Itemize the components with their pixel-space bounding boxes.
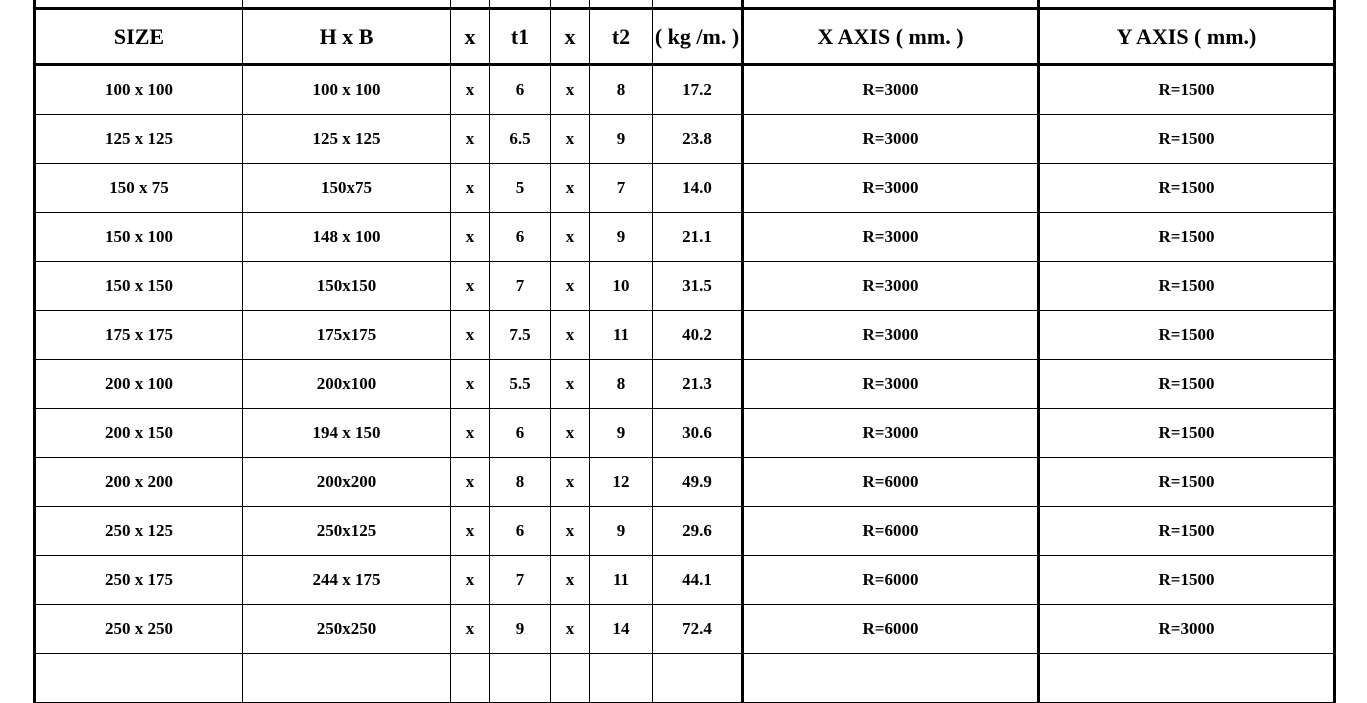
cell-x-axis: R=6000 [743,556,1039,605]
empty-cell [243,654,451,703]
cell-y-axis: R=1500 [1039,311,1335,360]
cell-t2: 12 [590,458,653,507]
table-row [35,115,1335,164]
empty-cell [35,654,243,703]
cell-size: 150 x 100 [35,213,243,262]
cell-h-x-b: 194 x 150 [243,409,451,458]
cell-t2: 7 [590,164,653,213]
cell-size: 200 x 100 [35,360,243,409]
cell-x-separator: x [551,605,590,654]
cell-size: 175 x 175 [35,311,243,360]
cell-size: 250 x 125 [35,507,243,556]
beam-spec-table [33,0,1336,703]
empty-cell [653,654,743,703]
cell-size: 200 x 200 [35,458,243,507]
cell-size: 125 x 125 [35,115,243,164]
cell-x-separator: x [451,507,490,556]
cell-t2: 9 [590,507,653,556]
cell-x-separator: x [451,605,490,654]
cell-t1: 6 [490,65,551,115]
cell-t1: 9 [490,605,551,654]
cell-weight: 21.3 [653,360,743,409]
header-size: SIZE [35,9,243,65]
cell-h-x-b: 150x150 [243,262,451,311]
cell-t1: 6.5 [490,115,551,164]
top-cell [590,0,653,9]
cell-size: 200 x 150 [35,409,243,458]
header-row [35,9,1335,65]
cell-h-x-b: 175x175 [243,311,451,360]
cell-t2: 14 [590,605,653,654]
cell-x-axis: R=3000 [743,360,1039,409]
top-cell [490,0,551,9]
table-row [35,605,1335,654]
cell-h-x-b: 200x200 [243,458,451,507]
cell-t1: 5 [490,164,551,213]
cell-y-axis: R=1500 [1039,556,1335,605]
cell-x-separator: x [551,213,590,262]
empty-cell [1039,654,1335,703]
cell-weight: 72.4 [653,605,743,654]
top-cell [743,0,1039,9]
cell-t1: 6 [490,409,551,458]
cell-x-separator: x [551,115,590,164]
cell-t1: 5.5 [490,360,551,409]
cell-t1: 7.5 [490,311,551,360]
cell-t1: 7 [490,262,551,311]
cell-t1: 6 [490,507,551,556]
cell-x-separator: x [451,164,490,213]
top-cell [243,0,451,9]
header-weight: ( kg /m. ) [653,9,743,65]
cell-h-x-b: 148 x 100 [243,213,451,262]
cell-x-separator: x [451,115,490,164]
cell-y-axis: R=1500 [1039,115,1335,164]
header-t1: t1 [490,9,551,65]
cell-weight: 40.2 [653,311,743,360]
cell-h-x-b: 150x75 [243,164,451,213]
cell-x-separator: x [551,65,590,115]
cell-x-separator: x [451,458,490,507]
cell-x-separator: x [451,262,490,311]
table-row [35,409,1335,458]
cell-t2: 9 [590,409,653,458]
cell-t2: 11 [590,556,653,605]
header-y-axis: Y AXIS ( mm.) [1039,9,1335,65]
cell-x-axis: R=3000 [743,213,1039,262]
header-x-separator: x [451,9,490,65]
cell-x-separator: x [451,311,490,360]
empty-cell [551,654,590,703]
cell-x-separator: x [451,360,490,409]
cell-x-axis: R=6000 [743,605,1039,654]
cell-weight: 49.9 [653,458,743,507]
cell-t2: 8 [590,65,653,115]
top-cell [1039,0,1335,9]
cell-t2: 9 [590,213,653,262]
header-x-separator: x [551,9,590,65]
cell-t1: 8 [490,458,551,507]
top-cell [35,0,243,9]
cell-x-separator: x [551,458,590,507]
table-row [35,507,1335,556]
cell-x-separator: x [551,556,590,605]
cell-h-x-b: 100 x 100 [243,65,451,115]
cell-h-x-b: 200x100 [243,360,451,409]
cell-h-x-b: 250x250 [243,605,451,654]
spec-sheet [33,0,1333,703]
cell-x-separator: x [451,213,490,262]
cell-size: 250 x 175 [35,556,243,605]
cell-x-axis: R=6000 [743,458,1039,507]
cell-y-axis: R=1500 [1039,65,1335,115]
table-top-row [35,0,1335,9]
cell-y-axis: R=1500 [1039,213,1335,262]
cell-y-axis: R=1500 [1039,164,1335,213]
cell-x-axis: R=6000 [743,507,1039,556]
cell-size: 150 x 150 [35,262,243,311]
table-row [35,556,1335,605]
cell-weight: 44.1 [653,556,743,605]
cell-weight: 21.1 [653,213,743,262]
table-row [35,458,1335,507]
cell-size: 150 x 75 [35,164,243,213]
header-x-axis: X AXIS ( mm. ) [743,9,1039,65]
cell-x-separator: x [451,65,490,115]
cell-y-axis: R=1500 [1039,262,1335,311]
cell-y-axis: R=1500 [1039,507,1335,556]
table-row [35,65,1335,115]
cell-h-x-b: 250x125 [243,507,451,556]
cell-weight: 17.2 [653,65,743,115]
cell-weight: 14.0 [653,164,743,213]
cell-x-separator: x [451,409,490,458]
cell-t1: 6 [490,213,551,262]
cell-x-separator: x [551,360,590,409]
cell-x-separator: x [551,262,590,311]
table-row [35,262,1335,311]
cell-size: 100 x 100 [35,65,243,115]
cell-t2: 9 [590,115,653,164]
table-row [35,360,1335,409]
empty-cell [590,654,653,703]
cell-weight: 31.5 [653,262,743,311]
cell-y-axis: R=1500 [1039,458,1335,507]
cell-x-axis: R=3000 [743,409,1039,458]
cell-weight: 30.6 [653,409,743,458]
cell-t2: 11 [590,311,653,360]
top-cell [551,0,590,9]
cell-x-separator: x [551,311,590,360]
cell-size: 250 x 250 [35,605,243,654]
table-row [35,164,1335,213]
cell-h-x-b: 244 x 175 [243,556,451,605]
cell-t2: 8 [590,360,653,409]
cell-y-axis: R=3000 [1039,605,1335,654]
cell-t1: 7 [490,556,551,605]
cell-x-axis: R=3000 [743,65,1039,115]
table-row [35,311,1335,360]
empty-cell [743,654,1039,703]
cell-x-axis: R=3000 [743,262,1039,311]
cell-t2: 10 [590,262,653,311]
empty-cell [490,654,551,703]
cell-x-separator: x [551,409,590,458]
cell-weight: 23.8 [653,115,743,164]
cell-h-x-b: 125 x 125 [243,115,451,164]
header-h-x-b: H x B [243,9,451,65]
cell-x-separator: x [551,164,590,213]
cell-x-axis: R=3000 [743,164,1039,213]
top-cell [451,0,490,9]
cell-x-separator: x [551,507,590,556]
top-cell [653,0,743,9]
cell-y-axis: R=1500 [1039,360,1335,409]
empty-cell [451,654,490,703]
cell-weight: 29.6 [653,507,743,556]
cell-x-separator: x [451,556,490,605]
table-row [35,213,1335,262]
cell-y-axis: R=1500 [1039,409,1335,458]
table-row-partial [35,654,1335,703]
cell-x-axis: R=3000 [743,115,1039,164]
header-t2: t2 [590,9,653,65]
cell-x-axis: R=3000 [743,311,1039,360]
